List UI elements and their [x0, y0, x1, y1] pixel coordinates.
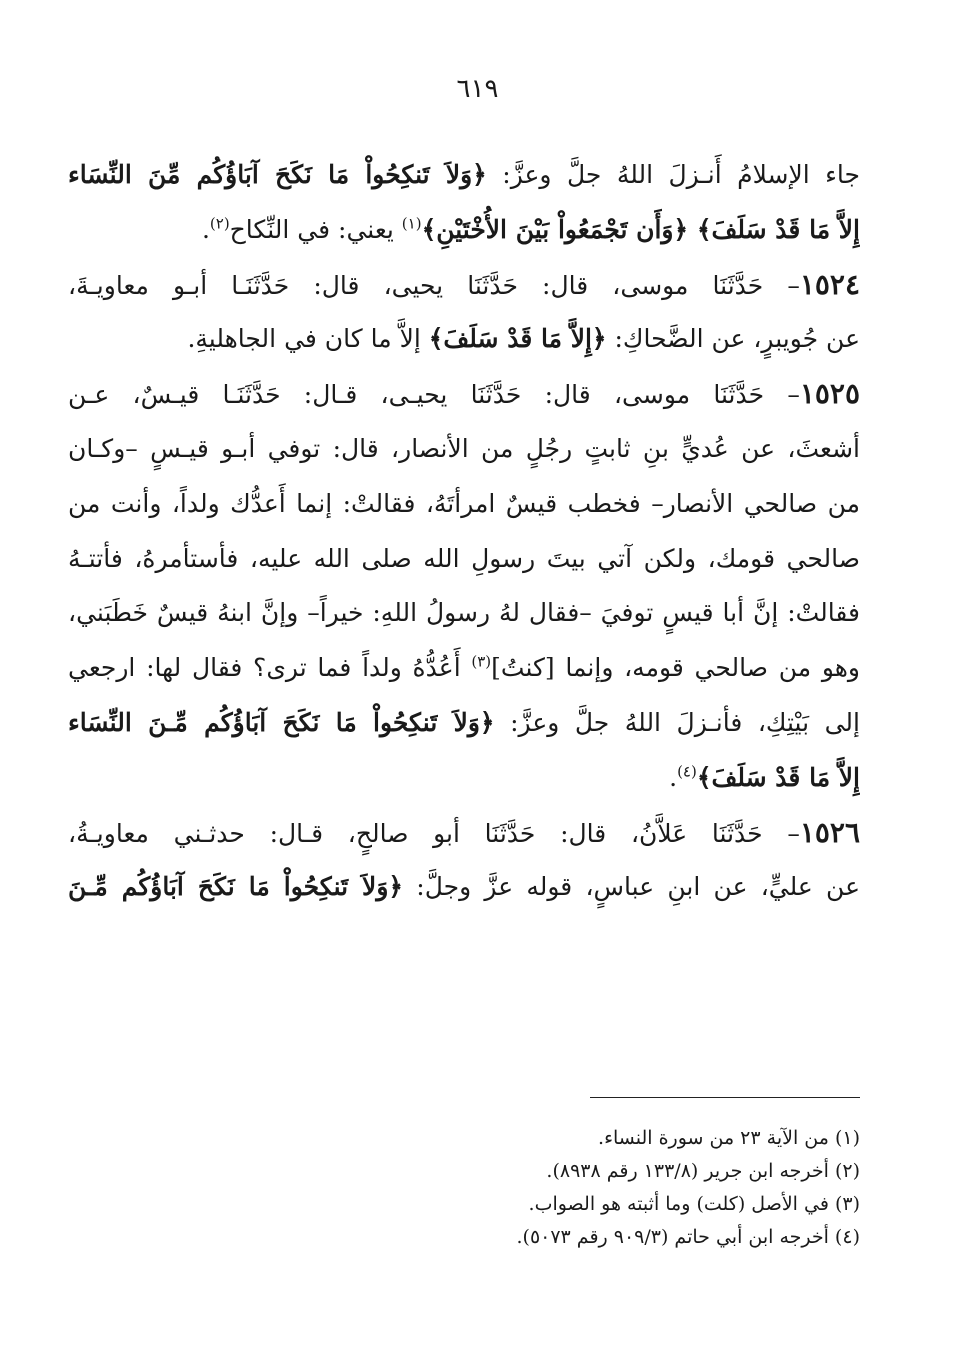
- text-run: صالحي قومك، ولكن آتي بيتَ رسولِ الله صلى الله عليه، فأستأمرهُ، فأتتـهُ: [68, 543, 860, 573]
- text-line: [68, 696, 860, 751]
- footnote-ref: (٣): [471, 652, 492, 671]
- text-run: أشعثَ، عن عُديٍّ بنِ ثابتٍ رجُلٍ من الأنصار، قال: توفي أبـو قيـسٍ –وكـان: [68, 433, 860, 463]
- page-number: ٦١٩: [456, 74, 499, 104]
- text-line: [68, 422, 860, 477]
- text-run: – حَدَّثَنَا عَلاَّنُ، قال: حَدَّثَنَا أبو صالحٍ، قـال: حدثـني معاويـةُ،: [68, 818, 800, 848]
- text-run: فقالتْ: إنَّ أبا قيسٍ توفيَ –فقال لهُ رسولُ اللهِ: خيراً– وإنَّ ابنهُ قيسٌ خَطَبَني،: [68, 598, 860, 628]
- text-line: [68, 586, 860, 641]
- footnote-ref: (٤): [677, 762, 697, 781]
- main-text: [68, 148, 860, 915]
- text-run: إلى بَيْتِكِ، فأنـزلَ اللهُ جلَّ وعزَّ:: [494, 707, 860, 737]
- text-run: عن عليٍّ، عن ابنِ عباسٍ، قوله عزَّ وجلَّ:: [403, 872, 860, 902]
- text-run: جاء الإسلامُ أَنـزلَ اللهُ جلَّ وعزَّ:: [486, 160, 860, 189]
- text-line: [68, 312, 860, 367]
- text-line: [68, 203, 860, 258]
- text-line: [68, 751, 860, 806]
- text-run: إلاَّ ما كان في الجاهليةِ.: [187, 324, 429, 354]
- quran-quote: ﴿وَلاَ تَنكِحُواْ مَا نَكَحَ آبَاؤُكُم مِّـنَ: [68, 872, 404, 902]
- text-line: [68, 477, 860, 532]
- text-line: [68, 532, 860, 587]
- text-line: [68, 258, 860, 313]
- quran-quote: إِلاَّ مَا قَدْ سَلَفَ﴾ ﴿وَأَن تَجْمَعُواْ بَيْنَ الأُخْتَيْنِ﴾: [421, 214, 860, 244]
- hadith-number: ١٥٢٥: [799, 377, 860, 411]
- text-run: .: [669, 762, 678, 792]
- text-run: .: [201, 214, 210, 244]
- text-line: [68, 367, 860, 422]
- text-run: – حَدَّثَنَا موسى، قال: حَدَّثَنَا يحيـى، قـال: حَدَّثَنَـا قيـسٌ، عـن: [68, 380, 800, 410]
- footnote: (١) من الآية ٢٣ من سورة النساء.: [598, 1127, 860, 1149]
- hadith-number: ١٥٢٤: [799, 267, 860, 301]
- text-line: [68, 806, 860, 861]
- text-run: – حَدَّثَنَا موسى، قال: حَدَّثَنَا يحيى، قال: حَدَّثَنَـا أبـو معاويـةَ،: [68, 270, 800, 300]
- quran-quote: إِلاَّ مَا قَدْ سَلَفَ﴾: [696, 762, 860, 792]
- hadith-number: ١٥٢٦: [799, 815, 860, 849]
- footnotes: [68, 1122, 860, 1254]
- text-run: عن جُويبرٍ، عن الضَّحاكِ:: [606, 324, 860, 354]
- quran-quote: ﴿وَلاَ تَنكِحُواْ مَا نَكَحَ آبَاؤُكُم مِّـنَ النِّسَاء: [68, 707, 495, 737]
- footnote: (٢) أخرجه ابن جرير (١٣٣/٨ رقم ٨٩٣٨).: [546, 1160, 860, 1182]
- footnote-ref: (١): [401, 214, 422, 233]
- text-run: من صالحي الأنصار– فخطب قيسٌ امرأتَهُ، فقالتْ: إنما أَعدُّك ولداً، وأنت من: [68, 488, 860, 518]
- footnote: (٣) في الأصل (كلت) وما أثبته هو الصواب.: [528, 1193, 860, 1215]
- footnote-ref: (٢): [209, 214, 230, 233]
- text-run: وهو من صالحي قومه، وإنما [كنتُ]: [491, 653, 860, 683]
- text-line: [68, 641, 860, 696]
- footnote: (٤) أخرجه ابن أبي حاتم (٩٠٩/٣ رقم ٥٠٧٣).: [516, 1226, 860, 1248]
- text-run: أَعُدُّهُ ولداً فما ترى؟ فقال لها: ارجعي: [68, 653, 472, 683]
- text-line: [68, 860, 860, 915]
- text-run: يعني: في النِّكاح: [229, 214, 402, 244]
- text-line: [68, 148, 860, 203]
- quran-quote: ﴿وَلاَ تَنكِحُواْ مَا نَكَحَ آبَاؤُكُم مِّنَ النِّسَاء: [68, 160, 487, 189]
- quran-quote: ﴿إِلاَّ مَا قَدْ سَلَفَ﴾: [428, 324, 607, 354]
- footnote-separator: [590, 1097, 860, 1098]
